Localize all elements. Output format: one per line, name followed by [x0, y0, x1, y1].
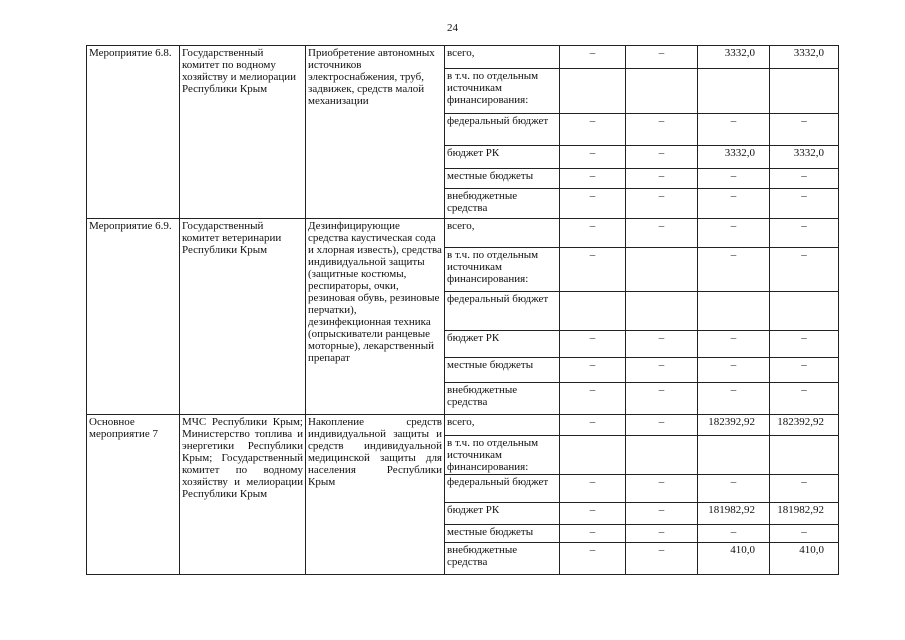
value-cell: – [560, 189, 626, 219]
value-cell: – [626, 525, 698, 543]
funding-source: бюджет РК [445, 331, 560, 358]
value-cell [770, 436, 839, 475]
value-cell: – [626, 543, 698, 575]
value-cell [626, 69, 698, 114]
value-cell: – [626, 475, 698, 503]
funding-source: местные бюджеты [445, 169, 560, 189]
value-cell: – [560, 383, 626, 415]
value-cell: – [698, 475, 770, 503]
value-cell: – [698, 219, 770, 248]
funding-source: местные бюджеты [445, 525, 560, 543]
value-cell: 181982,92 [698, 503, 770, 525]
value-cell: – [560, 146, 626, 169]
value-cell: – [626, 503, 698, 525]
funding-source: всего, [445, 415, 560, 436]
value-cell: 3332,0 [770, 46, 839, 69]
value-cell: – [560, 415, 626, 436]
value-cell: – [770, 248, 839, 292]
measure-description: Приобретение автономных источников электроснабжения, труб, задвижек, средств малой механизации [306, 46, 445, 219]
funding-source: в т.ч. по отдельным источникам финансирования: [445, 69, 560, 114]
value-cell: – [770, 475, 839, 503]
funding-source: внебюджетные средства [445, 543, 560, 575]
table-row [87, 46, 839, 69]
table-row [87, 219, 839, 248]
value-cell: 181982,92 [770, 503, 839, 525]
value-cell: – [626, 169, 698, 189]
value-cell: – [698, 114, 770, 146]
measure-description: Накопление средств индивидуальной защиты и средств индивидуальной медицинской защиты для населения Республики Крым [306, 415, 445, 575]
value-cell: – [698, 189, 770, 219]
value-cell: 3332,0 [698, 146, 770, 169]
value-cell: – [560, 114, 626, 146]
funding-source: в т.ч. по отдельным источникам финансирования: [445, 248, 560, 292]
value-cell [770, 69, 839, 114]
value-cell: – [560, 46, 626, 69]
value-cell: – [560, 543, 626, 575]
value-cell: – [560, 219, 626, 248]
value-cell: – [770, 114, 839, 146]
page-number: 24 [447, 22, 458, 34]
value-cell: – [698, 169, 770, 189]
value-cell: – [626, 146, 698, 169]
value-cell [626, 436, 698, 475]
funding-source: федеральный бюджет [445, 292, 560, 331]
value-cell: – [626, 331, 698, 358]
funding-source: внебюджетные средства [445, 383, 560, 415]
measure-executor: Государственный комитет по водному хозяйству и мелиорации Республики Крым [180, 46, 306, 219]
value-cell: – [770, 169, 839, 189]
value-cell: – [560, 169, 626, 189]
value-cell [560, 436, 626, 475]
measure-code: Мероприятие 6.9. [87, 219, 180, 415]
value-cell: – [698, 525, 770, 543]
value-cell: – [626, 114, 698, 146]
value-cell: – [770, 358, 839, 383]
value-cell: 3332,0 [770, 146, 839, 169]
measure-code: Основное мероприятие 7 [87, 415, 180, 575]
funding-table [86, 45, 839, 575]
value-cell: – [698, 331, 770, 358]
measure-executor: Государственный комитет ветеринарии Республики Крым [180, 219, 306, 415]
funding-source: внебюджетные средства [445, 189, 560, 219]
funding-source: бюджет РК [445, 146, 560, 169]
funding-source: всего, [445, 46, 560, 69]
funding-source: в т.ч. по отдельным источникам финансирования: [445, 436, 560, 475]
value-cell: 182392,92 [698, 415, 770, 436]
value-cell: 3332,0 [698, 46, 770, 69]
value-cell: – [626, 415, 698, 436]
value-cell: – [560, 525, 626, 543]
value-cell [698, 69, 770, 114]
value-cell: 410,0 [770, 543, 839, 575]
value-cell: – [626, 219, 698, 248]
measure-description: Дезинфицирующие средства каустическая сода и хлорная известь), средства индивидуальной защиты (защитные костюмы, респираторы, очки, резиновая обувь, резиновые перчатки), дезинфекционная техника (опрыскиватели ранцевые моторные), лекарственный препарат [306, 219, 445, 415]
value-cell: – [560, 358, 626, 383]
measure-code: Мероприятие 6.8. [87, 46, 180, 219]
value-cell: – [626, 189, 698, 219]
value-cell: – [770, 189, 839, 219]
value-cell [698, 292, 770, 331]
value-cell [560, 292, 626, 331]
value-cell: – [770, 525, 839, 543]
value-cell: – [698, 358, 770, 383]
funding-source: федеральный бюджет [445, 114, 560, 146]
value-cell: – [770, 331, 839, 358]
value-cell [626, 248, 698, 292]
measure-executor: МЧС Республики Крым; Министерство топлива и энергетики Республики Крым; Государственный комитет по водному хозяйству и мелиорации Республики Крым [180, 415, 306, 575]
value-cell [626, 292, 698, 331]
value-cell: 410,0 [698, 543, 770, 575]
table-row [87, 415, 839, 436]
value-cell: – [560, 248, 626, 292]
funding-source: федеральный бюджет [445, 475, 560, 503]
value-cell: – [770, 219, 839, 248]
value-cell: – [770, 383, 839, 415]
value-cell: – [560, 503, 626, 525]
value-cell: – [698, 383, 770, 415]
value-cell: – [698, 248, 770, 292]
value-cell [698, 436, 770, 475]
value-cell: – [626, 383, 698, 415]
value-cell: – [626, 46, 698, 69]
funding-source: всего, [445, 219, 560, 248]
funding-source: местные бюджеты [445, 358, 560, 383]
value-cell: – [626, 358, 698, 383]
funding-source: бюджет РК [445, 503, 560, 525]
value-cell: – [560, 331, 626, 358]
value-cell [560, 69, 626, 114]
value-cell: – [560, 475, 626, 503]
value-cell: 182392,92 [770, 415, 839, 436]
value-cell [770, 292, 839, 331]
